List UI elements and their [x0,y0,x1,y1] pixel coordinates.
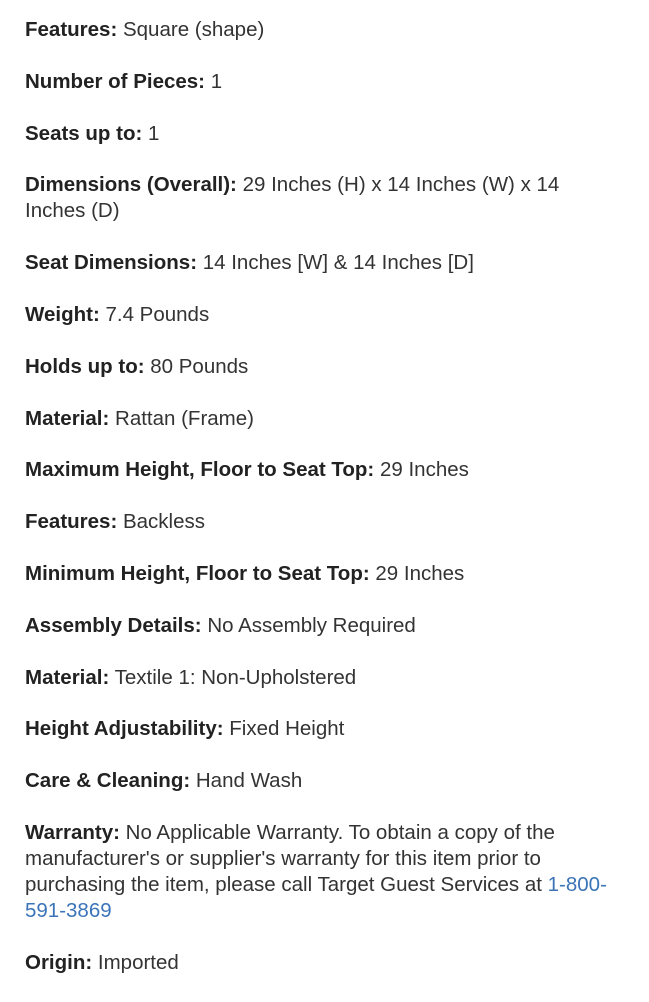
spec-value: No Assembly Required [207,613,416,637]
spec-value: Fixed Height [229,717,345,741]
spec-weight [25,302,625,328]
spec-material-frame [25,406,625,432]
spec-value: 29 Inches (H) x 14 Inches (W) x 14 Inches (D) [25,173,560,223]
spec-value: 29 Inches [375,561,465,585]
spec-value: Imported [97,950,179,974]
spec-seats-up-to [25,121,625,147]
spec-label: Height Adjustability: [25,717,224,741]
spec-value: 80 Pounds [150,354,249,378]
spec-label: Holds up to: [25,354,145,378]
spec-label: Maximum Height, Floor to Seat Top: [25,458,375,482]
spec-value: Backless [122,510,206,534]
spec-maximum-height [25,457,625,483]
spec-label: Features: [25,18,118,41]
spec-label: Seat Dimensions: [25,251,198,275]
spec-label: Assembly Details: [25,613,202,637]
spec-holds-up-to [25,354,625,380]
spec-label: Material: [25,406,110,430]
spec-material-textile [25,665,625,691]
spec-label: Origin: [25,950,93,974]
spec-value: 14 Inches [W] & 14 Inches [D] [202,251,474,275]
spec-value: Hand Wash [195,769,303,793]
spec-value: Square (shape) [122,18,265,41]
spec-label: Seats up to: [25,121,143,145]
spec-value: Textile 1: Non-Upholstered [114,665,357,689]
spec-label: Dimensions (Overall): [25,173,237,197]
spec-seat-dimensions [25,250,625,276]
spec-care-cleaning [25,768,625,794]
spec-number-of-pieces [25,69,625,95]
spec-assembly-details [25,613,625,639]
spec-origin [25,950,625,976]
spec-warranty [25,820,625,924]
spec-height-adjustability [25,716,625,742]
product-specifications [25,17,625,1002]
spec-label: Weight: [25,302,100,326]
spec-features-shape [25,17,625,43]
spec-label: Warranty: [25,820,120,844]
spec-label: Material: [25,665,110,689]
spec-label: Minimum Height, Floor to Seat Top: [25,561,370,585]
spec-features-backless [25,509,625,535]
spec-label: Features: [25,510,118,534]
spec-dimensions-overall [25,172,625,224]
spec-value: 29 Inches [379,458,469,482]
spec-label: Number of Pieces: [25,69,205,93]
spec-value: Rattan (Frame) [115,406,254,430]
phone-link[interactable]: 1-800-591-3869 [25,872,607,922]
spec-value: No Applicable Warranty. To obtain a copy of the manufacturer's or supplier's warranty for this item prior to purchasing the item, please call Target Guest Services at [25,820,555,896]
spec-value: 1 [148,121,160,145]
spec-label: Care & Cleaning: [25,769,191,793]
spec-value: 1 [210,69,223,93]
spec-value: 7.4 Pounds [105,302,210,326]
spec-minimum-height [25,561,625,587]
